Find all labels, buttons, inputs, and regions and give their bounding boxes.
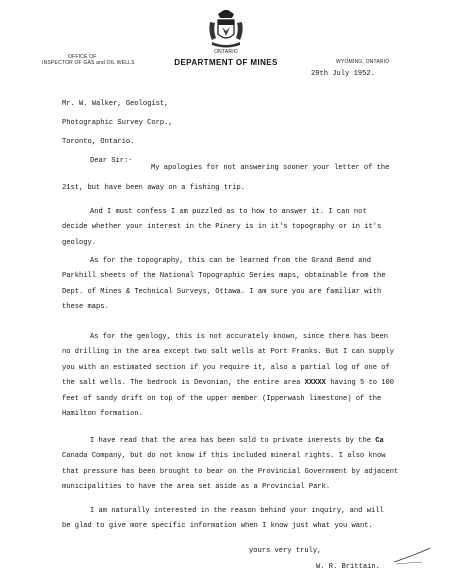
paragraph-2-body: decide whether your interest in the Pinery is in it's topography or in it's geology.: [62, 223, 382, 247]
province-label: ONTARIO: [214, 49, 238, 55]
paragraph-4-text: no drilling in the area except two salt wells at Port Franks. But I can supply you with an estimated section if you require it, also a partial log of one of the salt wells. The bedrock is Devonian, the entire area: [62, 348, 395, 387]
paragraph-6-first-line: I am naturally interested in the reason behind your inquiry, and will: [90, 507, 384, 515]
paragraph-4-tail: having 5 to 100 feet of sandy drift on top of the upper member (Ipperwash limestone) of the Hamilton formation.: [62, 379, 395, 418]
recipient-line-2: Photographic Survey Corp.,: [62, 119, 173, 127]
paragraph-5-first-line: [90, 437, 384, 446]
paragraph-5-first-text: I have read that the area has been sold to private inerests by the: [90, 437, 371, 445]
paragraph-1-body: 21st, but have been away on a fishing trip.: [62, 184, 246, 192]
struck-out-word: XXXXX: [304, 379, 326, 387]
recipient-line-3: Toronto, Ontario.: [62, 138, 135, 146]
office-label-line2: INSPECTOR OF GAS and OIL WELLS: [42, 60, 135, 66]
paragraph-3-body: Parkhill sheets of the National Topographic Series maps, obtainable from the Dept. of Mines & Technical Surveys, Ottawa. I am sure you are familiar with these maps.: [62, 272, 386, 311]
location-label: WYOMING, ONTARIO: [336, 59, 390, 65]
closing: yours very truly,: [249, 547, 322, 555]
paragraph-2-first-line: And I must confess I am puzzled as to how to answer it. I can not: [90, 208, 367, 216]
letter-date: 29th July 1952.: [311, 70, 375, 78]
ontario-coat-of-arms-icon: [204, 8, 248, 50]
paragraph-5-body: Canada Company, but do not know if this included mineral rights. I also know that pressure has been brought to bear on the Provincial Government by adjacent municipalities to have the area set aside as a Provincial Park.: [62, 452, 399, 491]
recipient-line-1: Mr. W. Walker, Geologist,: [62, 100, 169, 108]
paragraph-4-first-line: As for the geology, this is not accurately known, since there has been: [90, 333, 388, 341]
struck-out-fragment: Ca: [375, 437, 384, 445]
paragraph-6-body: be glad to give more specific information when I know just what you want.: [62, 522, 373, 530]
paragraph-4-body: [62, 345, 402, 423]
department-title: DEPARTMENT OF MINES: [174, 58, 278, 67]
paragraph-1-first-line: My apologies for not answering sooner your letter of the: [151, 164, 390, 172]
salutation: Dear Sir:-: [90, 157, 133, 165]
handwritten-signature-mark: [392, 544, 432, 566]
signature-name: W. R. Brittain.: [316, 563, 380, 571]
office-label-line1: OFFICE OF: [68, 54, 97, 60]
paragraph-3-first-line: As for the topography, this can be learned from the Grand Bend and: [90, 257, 371, 265]
